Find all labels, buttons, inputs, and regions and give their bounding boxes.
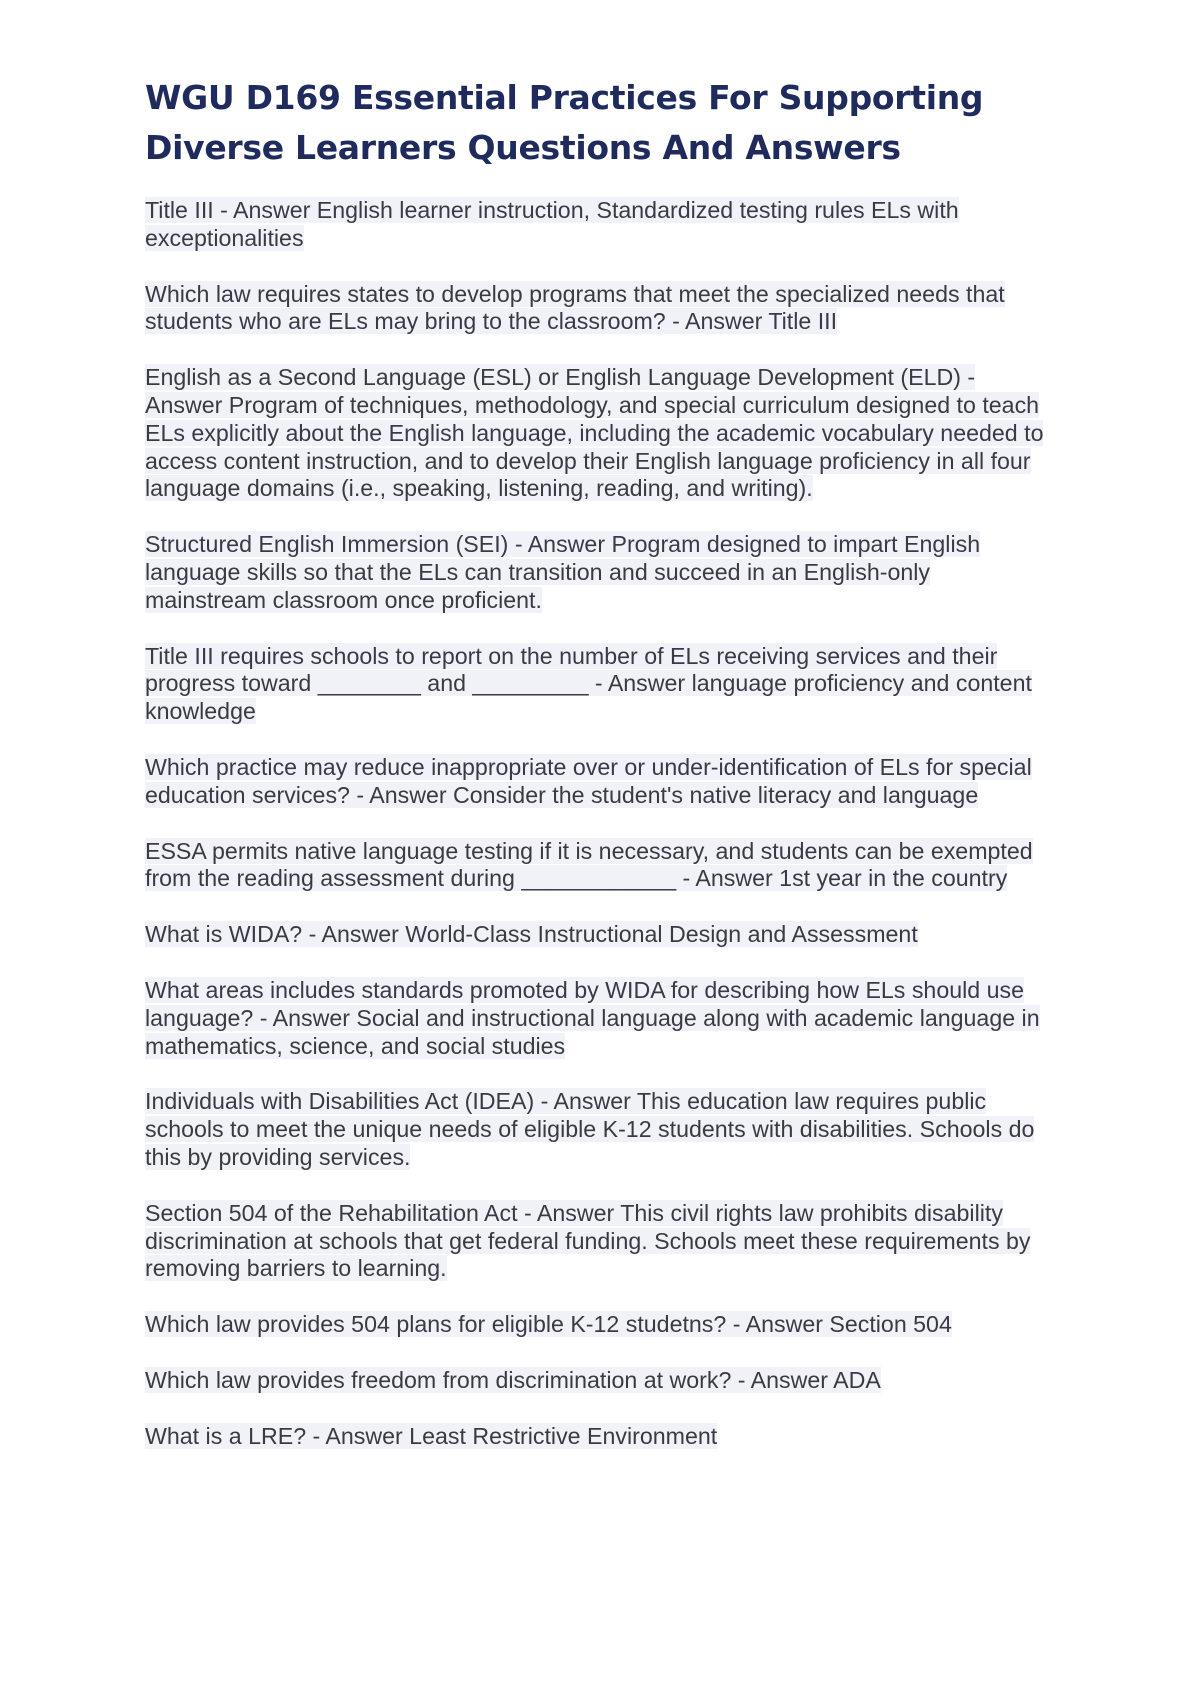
qa-item (145, 1311, 1050, 1339)
qa-item (145, 197, 1050, 253)
qa-text: ESSA permits native language testing if it is necessary, and students can be exempted from the reading assessment during ____________ - Answer 1st year in the country (145, 837, 1033, 892)
qa-text: English as a Second Language (ESL) or English Language Development (ELD) - Answer Program of techniques, methodology, and special curriculum designed to teach ELs explicitly about the English language, including the academic vocabulary needed to access content instruction, and to develop their English language proficiency in all four language domains (i.e., speaking, listening, reading, and writing). (145, 364, 1044, 502)
qa-text: Section 504 of the Rehabilitation Act - Answer This civil rights law prohibits disability discrimination at schools that get federal funding. Schools meet these requirements by removing barriers to learning. (145, 1199, 1031, 1282)
qa-text: Structured English Immersion (SEI) - Answer Program designed to impart English language skills so that the ELs can transition and succeed in an English-only mainstream classroom once proficient. (145, 531, 981, 613)
qa-item (145, 281, 1050, 337)
qa-text: Which law provides 504 plans for eligible K-12 studetns? - Answer Section 504 (145, 1311, 952, 1338)
qa-text: Title III requires schools to report on the number of ELs receiving services and their progress toward ________ and _________ - Answer language proficiency and content knowledge (145, 642, 1032, 725)
title-line-2: Diverse Learners Questions And Answers (145, 128, 901, 167)
qa-item (145, 838, 1050, 894)
qa-item (145, 1423, 1050, 1451)
qa-text: What is WIDA? - Answer World-Class Instructional Design and Assessment (145, 921, 918, 948)
qa-text: Which practice may reduce inappropriate over or under-identification of ELs for special education services? - Answer Consider the student's native literacy and language (145, 753, 1032, 808)
qa-text: What areas includes standards promoted by WIDA for describing how ELs should use language? - Answer Social and instructional language along with academic language in mathematics, science, and social studies (145, 976, 1040, 1059)
qa-text: Title III - Answer English learner instruction, Standardized testing rules ELs with exceptionalities (145, 197, 959, 251)
qa-text: Individuals with Disabilities Act (IDEA) - Answer This education law requires public schools to meet the unique needs of eligible K-12 students with disabilities. Schools do this by providing services. (145, 1088, 1035, 1170)
qa-item (145, 977, 1050, 1060)
qa-text: Which law requires states to develop programs that meet the specialized needs that students who are ELs may bring to the classroom? - Answer Title III (145, 280, 1005, 335)
qa-item (145, 754, 1050, 810)
qa-item (145, 531, 1050, 614)
qa-item (145, 643, 1050, 726)
page-title (145, 73, 1045, 173)
qa-item (145, 1367, 1050, 1395)
qa-text: What is a LRE? - Answer Least Restrictive Environment (145, 1422, 718, 1449)
qa-item (145, 921, 1050, 949)
qa-item (145, 1200, 1050, 1283)
qa-item (145, 364, 1050, 503)
qa-item (145, 1088, 1050, 1171)
qa-text: Which law provides freedom from discrimination at work? - Answer ADA (145, 1366, 881, 1393)
qa-list (145, 197, 1050, 1479)
title-line-1: WGU D169 Essential Practices For Supporting (145, 78, 984, 117)
